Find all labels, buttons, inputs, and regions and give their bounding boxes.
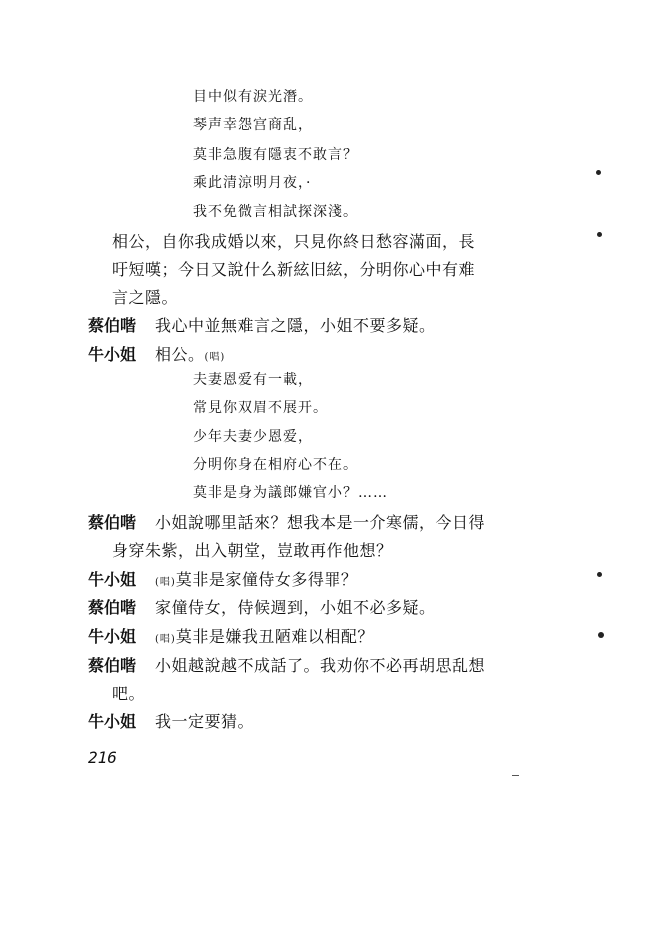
scan-speck [596, 170, 601, 175]
prose-line: 相公，自你我成婚以來，只見你終日愁容滿面，長 [112, 232, 476, 251]
dialogue-text-cont: 身穿朱紫，出入朝堂，豈敢再作他想？ [112, 541, 393, 560]
verse-line: 我不免微言相試探深淺。 [193, 204, 358, 220]
speaker-name: 蔡伯喈 [88, 316, 137, 335]
dialogue-text-main: 莫非是家僮侍女多得罪？ [175, 570, 358, 589]
verse-line: 少年夫妻少恩爱， [193, 429, 313, 445]
dialogue-text [155, 572, 357, 588]
verse-line: 莫非是身为議郎嫌官小？…… [193, 485, 388, 501]
stage-direction: (唱) [204, 352, 226, 363]
stage-direction: (唱) [155, 577, 176, 588]
speaker-name: 牛小姐 [88, 712, 137, 731]
dialogue-text: 我一定要猜。 [155, 712, 255, 731]
speaker-name: 牛小姐 [88, 345, 137, 364]
verse-line: 目中似有淚光潛。 [193, 89, 313, 105]
scan-mark [512, 775, 519, 776]
dialogue-text: 我心中並無难言之隱，小姐不要多疑。 [155, 316, 436, 335]
verse-line: 分明你身在相府心不在。 [193, 457, 358, 473]
prose-line: 言之隱。 [112, 288, 179, 307]
dialogue-text: 家僮侍女，侍候週到，小姐不必多疑。 [155, 598, 436, 617]
dialogue-text-main: 相公。 [155, 345, 205, 364]
verse-line: 莫非急腹有隱衷不敢言？ [193, 147, 358, 163]
speaker-name: 牛小姐 [88, 627, 137, 646]
stage-direction: (唱) [155, 634, 176, 645]
dialogue-text-cont: 吧。 [112, 684, 146, 703]
dialogue-text: 小姐越說越不成話了。我劝你不必再胡思乱想 [155, 656, 486, 675]
speaker-name: 蔡伯喈 [88, 598, 137, 617]
dialogue-text [155, 347, 225, 363]
dialogue-text-main: 莫非是嫌我丑陋难以相配？ [175, 627, 374, 646]
scan-speck [597, 572, 602, 577]
speaker-name: 蔡伯喈 [88, 656, 137, 675]
speaker-name: 蔡伯喈 [88, 513, 137, 532]
verse-line: 夫妻恩爱有一載， [193, 372, 313, 388]
scan-speck [597, 232, 602, 237]
page-number: 216 [88, 748, 117, 767]
verse-line: 琴声幸怨宫商乱， [193, 117, 313, 133]
prose-line: 吁短嘆；今日又說什么新絃旧絃，分明你心中有难 [112, 260, 476, 279]
speaker-name: 牛小姐 [88, 570, 137, 589]
dialogue-text [155, 629, 374, 645]
verse-line: 乘此清涼明月夜，· [193, 175, 312, 191]
scan-speck [598, 632, 604, 638]
dialogue-text: 小姐說哪里話來？想我本是一介寒儒，今日得 [155, 513, 486, 532]
verse-line: 常見你双眉不展开。 [193, 400, 328, 416]
